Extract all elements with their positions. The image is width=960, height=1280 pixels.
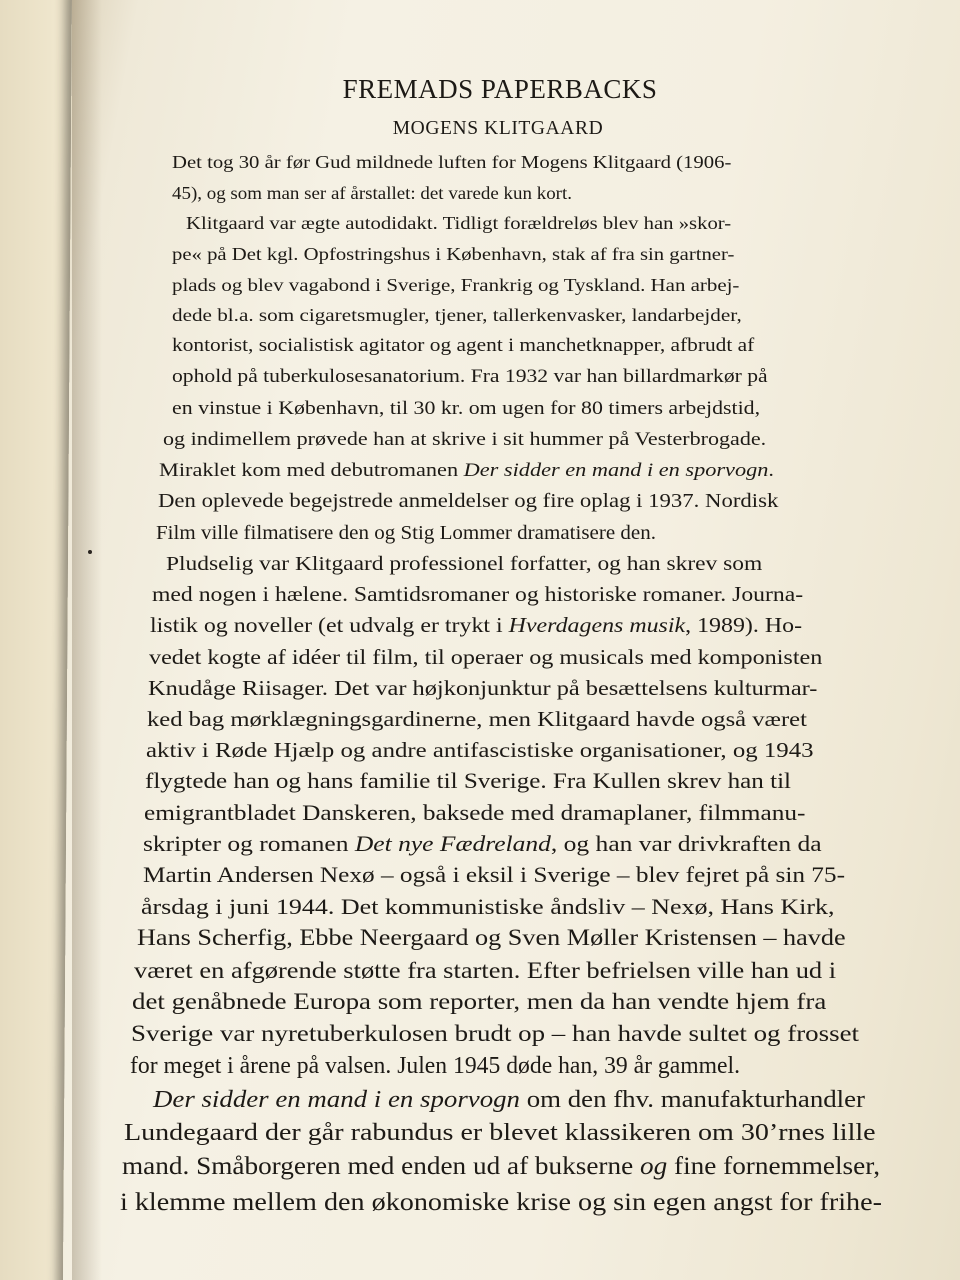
italic-title: Det nye Fædreland bbox=[354, 831, 551, 856]
text-segment: Martin Andersen Nexø – også i eksil i Sverige – blev fejret på sin 75- bbox=[143, 862, 845, 887]
italic-title: Hverdagens musik bbox=[508, 614, 686, 637]
text-segment: årsdag i juni 1944. Det kommunistiske åndsliv – Nexø, Hans Kirk, bbox=[141, 894, 835, 919]
text-line bbox=[172, 153, 731, 171]
text-line bbox=[143, 833, 822, 855]
italic-title: Der sidder en mand i en sporvogn bbox=[463, 460, 769, 481]
text-line bbox=[122, 1155, 880, 1180]
text-line bbox=[124, 1121, 876, 1145]
text-line bbox=[144, 802, 805, 824]
text-segment: plads og blev vagabond i Sverige, Frankrig og Tyskland. Han arbej- bbox=[172, 275, 740, 295]
text-segment: Knudåge Riisager. Det var højkonjunktur på besættelsens kulturmar- bbox=[148, 676, 818, 700]
text-line bbox=[132, 991, 826, 1014]
text-line bbox=[130, 1055, 740, 1079]
text-segment: mand. Småborgeren med enden ud af bukserne bbox=[122, 1153, 640, 1180]
text-segment: , og han var drivkraften da bbox=[550, 831, 822, 856]
text-line bbox=[166, 554, 762, 574]
text-segment: emigrantbladet Danskeren, baksede med dramaplaner, filmmanu- bbox=[144, 800, 806, 825]
text-segment: aktiv i Røde Hjælp og andre antifascistiske organisationer, og 1943 bbox=[146, 738, 814, 762]
text-segment: en vinstue i København, til 30 kr. om ugen for 80 timers arbejdstid, bbox=[172, 398, 761, 419]
author-heading: MOGENS KLITGAARD bbox=[392, 118, 604, 139]
text-line bbox=[147, 709, 807, 730]
text-line bbox=[150, 616, 802, 637]
ink-speck bbox=[88, 550, 92, 554]
text-segment: Pludselig var Klitgaard professionel forfatter, og han skrev som bbox=[166, 553, 763, 575]
text-segment: med nogen i hælene. Samtidsromaner og historiske romaner. Journa- bbox=[152, 584, 804, 606]
text-segment: 45), og som man ser af årstallet: det varede kun kort. bbox=[172, 183, 572, 203]
text-segment: fine fornemmelser, bbox=[667, 1153, 880, 1180]
text-segment: Lundegaard der går rabundus er blevet klassikeren om 30’rnes lille bbox=[124, 1119, 876, 1146]
text-segment: vedet kogte af idéer til film, til operaer og musicals med komponisten bbox=[149, 645, 823, 669]
italic-title: Der sidder en mand i en sporvogn bbox=[153, 1087, 520, 1113]
text-segment: skripter og romanen bbox=[143, 831, 355, 856]
text-segment: Miraklet kom med debutromanen bbox=[159, 460, 464, 481]
text-line bbox=[163, 430, 766, 449]
italic-title: og bbox=[639, 1153, 668, 1180]
text-segment: Sverige var nyretuberkulosen brudt op – han havde sultet og frosset bbox=[131, 1021, 859, 1047]
text-line bbox=[153, 1088, 865, 1112]
text-segment: ked bag mørklægningsgardinerne, men Klitgaard havde også været bbox=[147, 707, 807, 731]
text-segment: om den fhv. manufakturhandler bbox=[519, 1087, 865, 1113]
series-title: FREMADS PAPERBACKS bbox=[342, 74, 658, 104]
text-line bbox=[156, 523, 656, 543]
text-line bbox=[141, 896, 835, 919]
text-line bbox=[143, 864, 845, 886]
text-line bbox=[186, 214, 731, 232]
text-line bbox=[172, 368, 768, 387]
text-line bbox=[145, 771, 791, 793]
text-line bbox=[172, 184, 572, 202]
text-segment: været en afgørende støtte fra starten. Efter befrielsen ville han ud i bbox=[134, 958, 837, 983]
text-segment: Hans Scherfig, Ebbe Neergaard og Sven Møller Kristensen – havde bbox=[137, 925, 846, 950]
text-line bbox=[134, 959, 836, 982]
text-segment: pe« på Det kgl. Opfostringshus i København, stak af fra sin gartner- bbox=[172, 244, 735, 264]
text-segment: dede bl.a. som cigaretsmugler, tjener, tallerkenvasker, landarbejder, bbox=[172, 305, 742, 325]
text-line bbox=[172, 399, 760, 418]
text-line bbox=[120, 1190, 882, 1215]
text-line bbox=[131, 1023, 859, 1047]
text-segment: Den oplevede begejstrede anmeldelser og fire oplag i 1937. Nordisk bbox=[158, 490, 779, 512]
text-segment: ophold på tuberkulosesanatorium. Fra 1932 var han billardmarkør på bbox=[172, 366, 768, 387]
text-segment: listik og noveller (et udvalg er trykt i bbox=[150, 614, 509, 637]
text-line bbox=[137, 927, 846, 950]
text-segment: kontorist, socialistisk agitator og agent i manchetknapper, afbrudt af bbox=[172, 335, 755, 356]
text-segment: flygtede han og hans familie til Sverige. Fra Kullen skrev han til bbox=[145, 769, 792, 793]
text-segment: i klemme mellem den økonomiske krise og sin egen angst for frihe- bbox=[120, 1189, 882, 1216]
text-segment: . bbox=[768, 460, 774, 481]
text-segment: Klitgaard var ægte autodidakt. Tidligt forældreløs blev han »skor- bbox=[186, 213, 732, 233]
text-line bbox=[149, 647, 822, 668]
text-line bbox=[172, 337, 754, 356]
text-segment: Film ville filmatisere den og Stig Lommer dramatisere den. bbox=[156, 522, 656, 544]
text-line bbox=[159, 461, 774, 480]
text-line bbox=[148, 678, 817, 699]
text-line bbox=[172, 245, 734, 263]
text-segment: for meget i årene på valsen. Julen 1945 døde han, 39 år gammel. bbox=[130, 1053, 740, 1079]
text-line bbox=[146, 740, 814, 762]
text-segment: og indimellem prøvede han at skrive i sit hummer på Vesterbrogade. bbox=[163, 429, 767, 450]
text-segment: Det tog 30 år før Gud mildnede luften for Mogens Klitgaard (1906- bbox=[172, 152, 732, 172]
text-line bbox=[172, 276, 739, 294]
text-segment: , 1989). Ho- bbox=[685, 614, 803, 637]
text-line bbox=[172, 306, 742, 324]
text-segment: det genåbnede Europa som reporter, men da han vendte hjem fra bbox=[132, 989, 827, 1015]
text-line bbox=[152, 585, 803, 606]
text-line bbox=[158, 492, 778, 512]
